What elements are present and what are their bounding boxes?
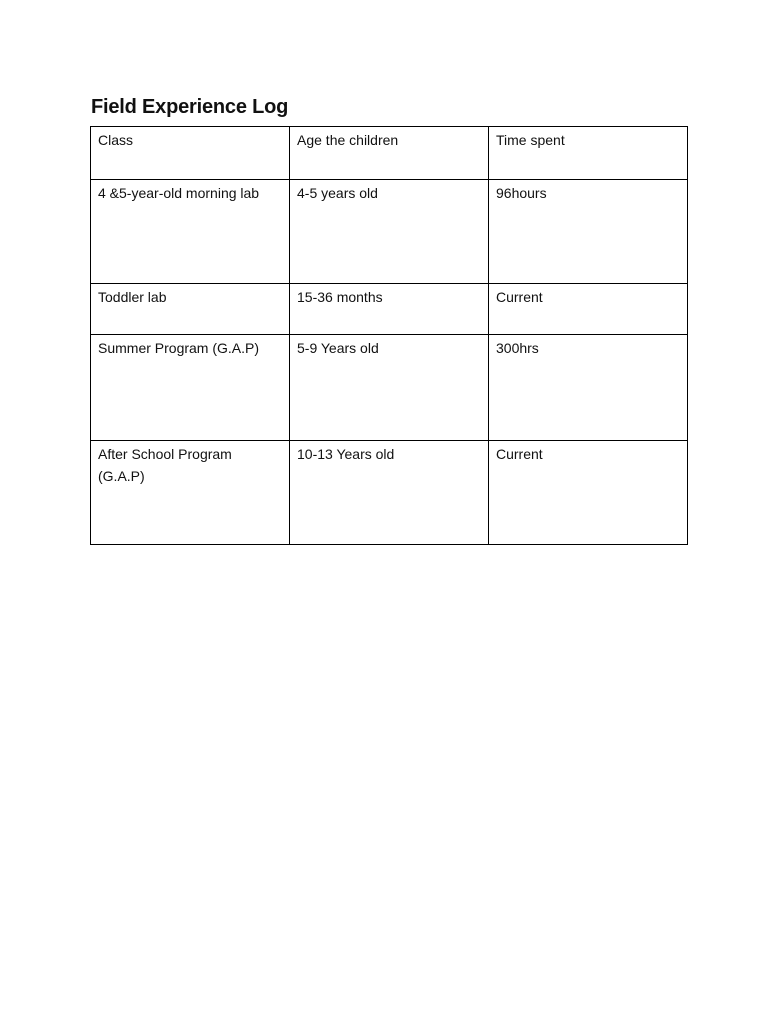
- cell-time: Current: [489, 284, 688, 335]
- table-row: [91, 335, 688, 441]
- cell-class: Summer Program (G.A.P): [91, 335, 290, 441]
- field-experience-table: [90, 126, 688, 545]
- cell-class: After School Program (G.A.P): [91, 441, 290, 545]
- cell-age: 4-5 years old: [290, 180, 489, 284]
- header-cell-time: Time spent: [489, 127, 688, 180]
- cell-age: 10-13 Years old: [290, 441, 489, 545]
- cell-time: 96hours: [489, 180, 688, 284]
- table-row: [91, 180, 688, 284]
- table-header-row: [91, 127, 688, 180]
- cell-age: 15-36 months: [290, 284, 489, 335]
- cell-class: Toddler lab: [91, 284, 290, 335]
- cell-class: 4 &5-year-old morning lab: [91, 180, 290, 284]
- table-row: [91, 284, 688, 335]
- table-row: [91, 441, 688, 545]
- cell-age: 5-9 Years old: [290, 335, 489, 441]
- document-title: Field Experience Log: [91, 96, 289, 118]
- cell-time: 300hrs: [489, 335, 688, 441]
- header-cell-age: Age the children: [290, 127, 489, 180]
- header-cell-class: Class: [91, 127, 290, 180]
- cell-time: Current: [489, 441, 688, 545]
